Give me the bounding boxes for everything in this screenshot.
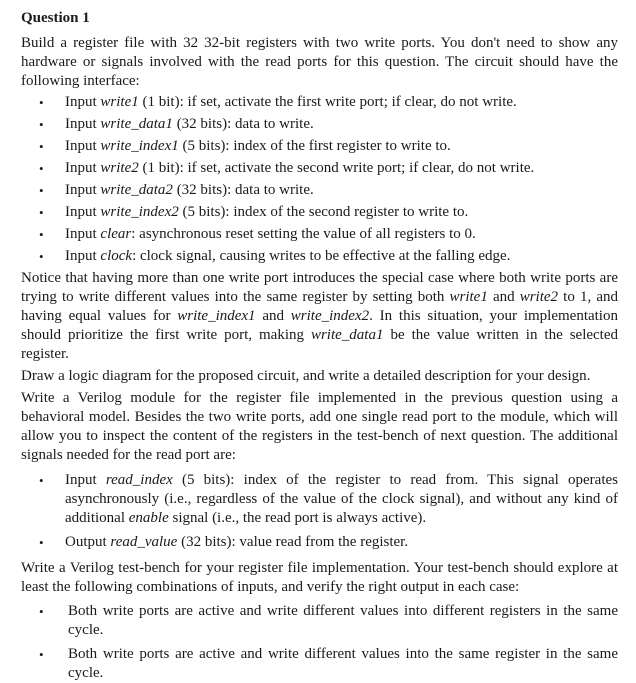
bullet-icon: • xyxy=(39,473,44,488)
notice-paragraph: Notice that having more than one write port introduces the special case where both write ports are trying to write different values into the same register by setting both write1 and write2 to 1, and having equal values for write_index1 and write_index2. In this situation, your implementation should prioritize the first write port, making write_data1 be the value written in the selected register. xyxy=(21,270,618,362)
signal-name: write2 xyxy=(100,160,139,176)
bullet-icon: • xyxy=(39,161,44,176)
bullet-icon: • xyxy=(39,249,44,264)
signal-name: clock xyxy=(100,248,133,264)
signal-name: write1 xyxy=(100,94,139,110)
signal-name: write_index2 xyxy=(100,204,179,220)
bullet-icon: • xyxy=(39,205,44,220)
list-item: • Output read_value (32 bits): value read from the register. xyxy=(39,534,409,550)
list-item: • Both write ports are active and write different values into different registers in the same cycle. xyxy=(39,603,618,638)
bullet-icon: • xyxy=(39,604,44,619)
signal-name: clear xyxy=(100,226,132,242)
bullet-icon: • xyxy=(39,117,44,132)
list-item: • Input write2 (1 bit): if set, activate the second write port; if clear, do not write. xyxy=(39,160,535,176)
testbench-case-list xyxy=(21,602,618,683)
list-item: • Input clock: clock signal, causing writes to be effective at the falling edge. xyxy=(39,248,511,264)
draw-paragraph: Draw a logic diagram for the proposed circuit, and write a detailed description for your design. xyxy=(21,368,591,384)
interface-list xyxy=(21,93,618,266)
verilog-paragraph: Write a Verilog module for the register file implemented in the previous question using a behavioral model. Besides the two write ports, add one single read port to the module, which will allow you to inspect the content of the registers in the test-bench of next question. The additional signals needed for the read port are: xyxy=(21,390,618,463)
list-item: • Input write_index1 (5 bits): index of the first register to write to. xyxy=(39,138,451,154)
bullet-icon: • xyxy=(39,535,44,550)
list-item: • Input read_index (5 bits): index of the register to read from. This signal operates asynchronously (i.e., regardless of the value of the clock signal), and without any kind of additional enable signal (i.e., the read port is always active). xyxy=(39,472,618,526)
bullet-icon: • xyxy=(39,139,44,154)
list-item: • Both write ports are active and write different values into the same register in the same cycle. xyxy=(39,646,618,681)
list-item: • Input write_data2 (32 bits): data to write. xyxy=(39,182,314,198)
list-item: • Input write1 (1 bit): if set, activate the first write port; if clear, do not write. xyxy=(39,94,517,110)
read-port-list xyxy=(21,471,618,552)
list-item: • Input write_index2 (5 bits): index of the second register to write to. xyxy=(39,204,469,220)
testbench-paragraph: Write a Verilog test-bench for your register file implementation. Your test-bench should explore at least the following combinations of inputs, and verify the right output in each case: xyxy=(21,560,618,595)
question-title: Question 1 xyxy=(21,10,90,26)
bullet-icon: • xyxy=(39,647,44,662)
signal-name: read_value xyxy=(110,534,178,550)
signal-name: write_data2 xyxy=(100,182,173,198)
bullet-icon: • xyxy=(39,183,44,198)
signal-name: write_index1 xyxy=(100,138,179,154)
list-item: • Input clear: asynchronous reset setting the value of all registers to 0. xyxy=(39,226,476,242)
signal-name: read_index xyxy=(105,472,173,488)
signal-name: write_data1 xyxy=(100,116,173,132)
bullet-icon: • xyxy=(39,227,44,242)
intro-paragraph: Build a register file with 32 32-bit registers with two write ports. You don't need to show any hardware or signals involved with the read ports for this question. The circuit should have the following interface: xyxy=(21,35,618,89)
list-item: • Input write_data1 (32 bits): data to write. xyxy=(39,116,314,132)
bullet-icon: • xyxy=(39,95,44,110)
